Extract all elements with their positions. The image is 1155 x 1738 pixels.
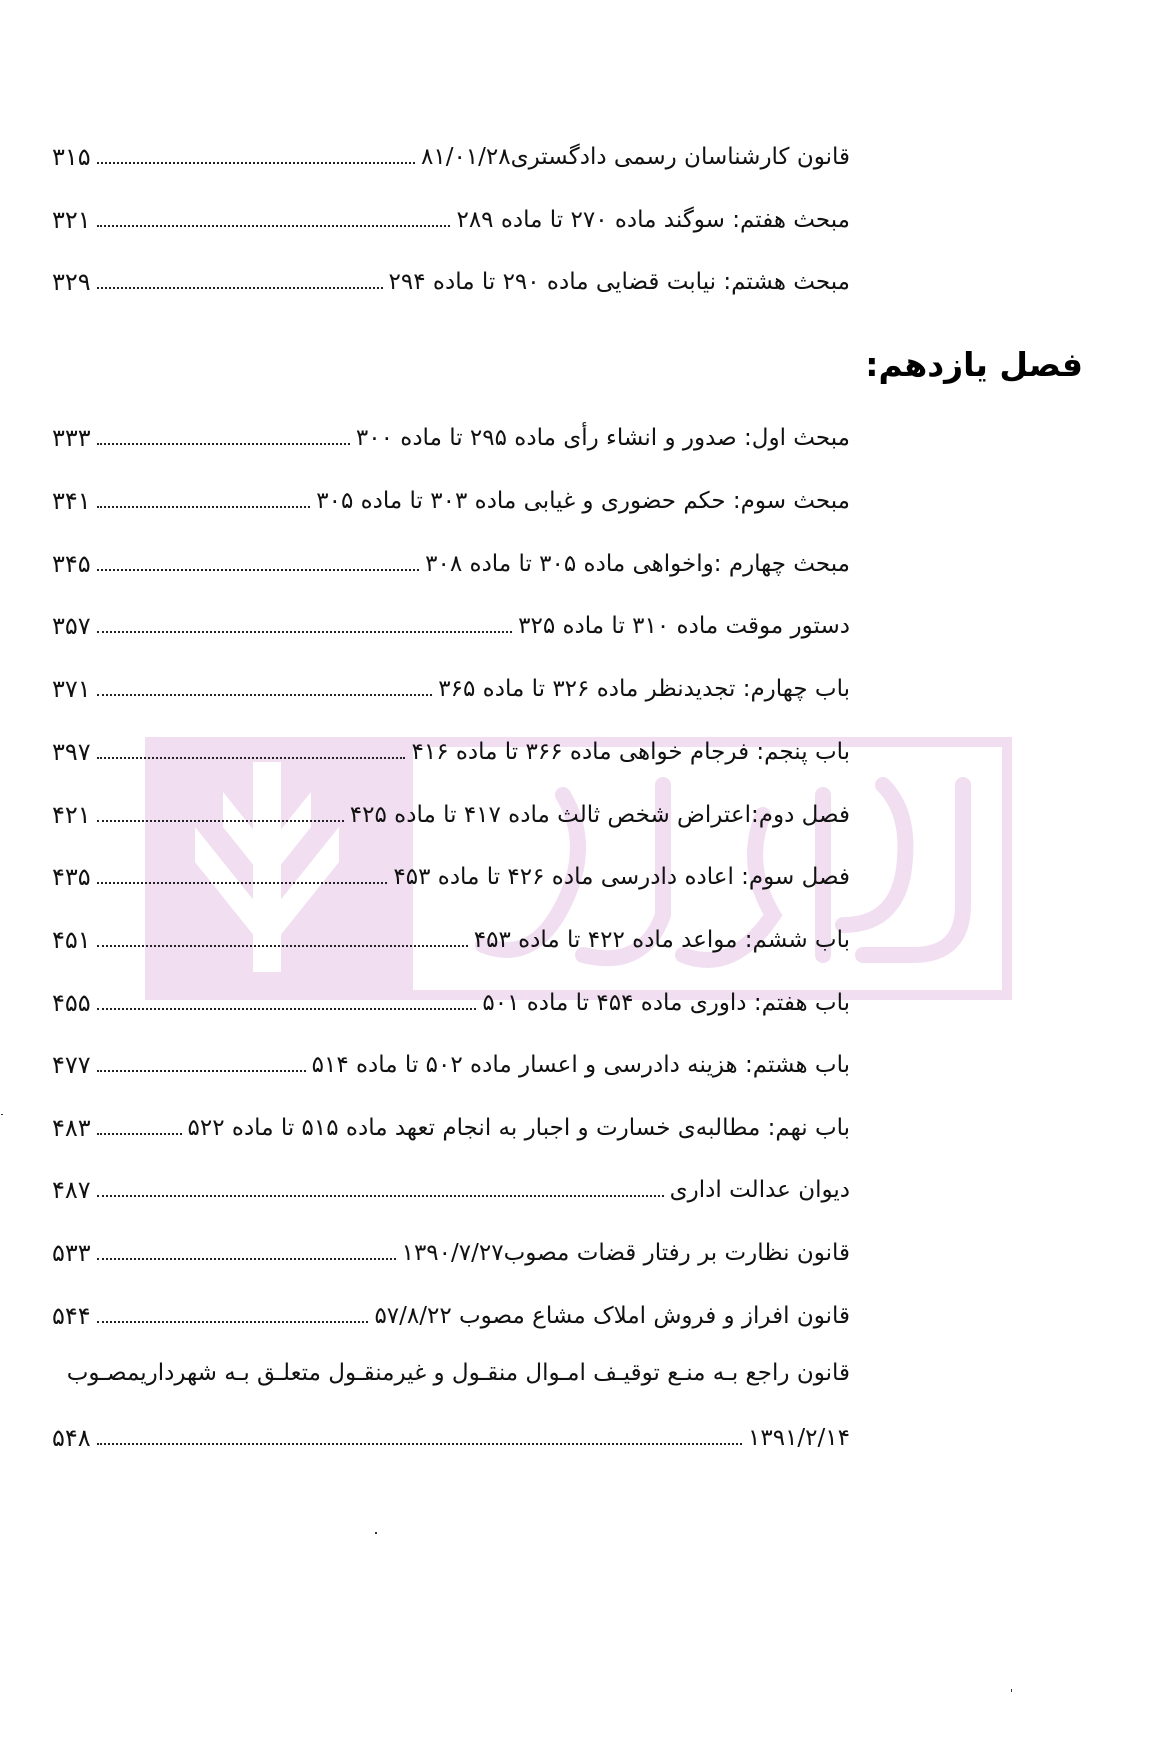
toc-entry[interactable]: [52, 257, 850, 297]
scan-speck: [375, 1532, 377, 1534]
toc-entry-page: ۵۳۳: [52, 1239, 91, 1267]
toc-entry-title: فصل دوم:اعتراض شخص ثالث ماده ۴۱۷ تا ماده ۴۲۵: [349, 802, 850, 828]
toc-entry-title: مبحث سوم: حکم حضوری و غیابی ماده ۳۰۳ تا ماده ۳۰۵: [316, 488, 850, 514]
toc-entry-title: مبحث هفتم: سوگند ماده ۲۷۰ تا ماده ۲۸۹: [456, 207, 850, 233]
chapter-heading: فصل یازدهم:: [865, 345, 1083, 384]
toc-entry-title: قانون نظارت بر رفتار قضات مصوب۱۳۹۰/۷/۲۷: [401, 1240, 850, 1266]
toc-entry[interactable]: [52, 852, 850, 892]
dot-leader: [97, 1070, 306, 1072]
toc-entry-title: فصل سوم: اعاده دادرسی ماده ۴۲۶ تا ماده ۴۵۳: [393, 864, 850, 890]
toc-entry[interactable]: [52, 1040, 850, 1080]
toc-entry-page: ۳۹۷: [52, 738, 91, 766]
toc-entry-title: دیوان عدالت اداری: [669, 1177, 850, 1203]
toc-entry[interactable]: [52, 1228, 850, 1268]
toc-entry-title-line2: ۱۳۹۱/۲/۱۴: [748, 1425, 850, 1451]
dot-leader: [97, 287, 383, 289]
toc-entry[interactable]: [52, 476, 850, 516]
toc-entry-page: ۴۳۵: [52, 863, 91, 891]
toc-entry[interactable]: [52, 601, 850, 641]
dot-leader: [97, 882, 388, 884]
dot-leader: [97, 1443, 742, 1445]
toc-entry-page: ۴۸۷: [52, 1176, 91, 1204]
toc-entry-page: ۳۴۱: [52, 487, 91, 515]
dot-leader: [97, 631, 512, 633]
toc-entry-title: باب چهارم: تجدیدنظر ماده ۳۲۶ تا ماده ۳۶۵: [438, 676, 850, 702]
toc-entry[interactable]: [52, 1291, 850, 1331]
toc-entry[interactable]: [52, 915, 850, 955]
toc-entry-page: ۳۱۵: [52, 143, 91, 171]
toc-entry-page: ۴۵۱: [52, 926, 91, 954]
toc-entry[interactable]: [52, 1103, 850, 1143]
dot-leader: [97, 1195, 664, 1197]
toc-entry-page: ۴۷۷: [52, 1051, 91, 1079]
toc-entry[interactable]: [52, 727, 850, 767]
dot-leader: [97, 225, 451, 227]
toc-entry[interactable]: [52, 1413, 850, 1453]
dot-leader: [97, 1258, 396, 1260]
toc-entry-page: ۳۳۳: [52, 424, 91, 452]
toc-entry[interactable]: [52, 132, 850, 172]
toc-entry-title: مبحث چهارم :واخواهی ماده ۳۰۵ تا ماده ۳۰۸: [425, 551, 850, 577]
toc-entry-page: ۴۲۱: [52, 801, 91, 829]
toc-entry-page: ۵۴۴: [52, 1302, 91, 1330]
toc-entry[interactable]: [52, 664, 850, 704]
toc-entry-title-line1[interactable]: قانون راجع بـه منـع توقیـف امـوال منقـول و غیرمنقـول متعلـق بـه شهرداریمصـوب: [66, 1360, 850, 1386]
dot-leader: [97, 945, 468, 947]
dot-leader: [97, 1321, 369, 1323]
toc-entry-title: دستور موقت ماده ۳۱۰ تا ماده ۳۲۵: [518, 613, 850, 639]
toc-entry-title: باب نهم: مطالبه‌ی خسارت و اجبار به انجام تعهد ماده ۵۱۵ تا ماده ۵۲۲: [187, 1115, 850, 1141]
dot-leader: [97, 757, 406, 759]
toc-entry-title: مبحث هشتم: نیابت قضایی ماده ۲۹۰ تا ماده ۲۹۴: [388, 269, 850, 295]
toc-entry-page: ۳۷۱: [52, 675, 91, 703]
toc-entry-title: قانون افراز و فروش املاک مشاع مصوب ۵۷/۸/۲۲: [374, 1303, 850, 1329]
toc-entry-title: باب پنجم: فرجام خواهی ماده ۳۶۶ تا ماده ۴۱۶: [411, 739, 850, 765]
toc-entry-page: ۴۵۵: [52, 989, 91, 1017]
dot-leader: [97, 569, 419, 571]
toc-entry[interactable]: [52, 1165, 850, 1205]
dot-leader: [97, 1008, 477, 1010]
toc-entry-page: ۳۵۷: [52, 612, 91, 640]
toc-entry-page: ۵۴۸: [52, 1424, 91, 1452]
toc-entry-title: باب هشتم: هزینه دادرسی و اعسار ماده ۵۰۲ تا ماده ۵۱۴: [311, 1052, 850, 1078]
scan-speck: [1, 1114, 3, 1115]
toc-entry-title: باب ششم: مواعد ماده ۴۲۲ تا ماده ۴۵۳: [473, 927, 850, 953]
toc-entry[interactable]: [52, 790, 850, 830]
toc-entry-page: ۳۴۵: [52, 550, 91, 578]
dot-leader: [97, 1133, 182, 1135]
dot-leader: [97, 820, 344, 822]
toc-entry[interactable]: [52, 978, 850, 1018]
toc-entry-title: باب هفتم: داوری ماده ۴۵۴ تا ماده ۵۰۱: [482, 990, 850, 1016]
scan-speck: [1011, 1689, 1012, 1692]
dot-leader: [97, 694, 433, 696]
toc-entry-page: ۳۲۹: [52, 268, 91, 296]
toc-entry-title: قانون کارشناسان رسمی دادگستری۸۱/۰۱/۲۸: [420, 144, 850, 170]
dot-leader: [97, 506, 311, 508]
toc-entry-page: ۳۲۱: [52, 206, 91, 234]
toc-entry[interactable]: [52, 195, 850, 235]
toc-entry-page: ۴۸۳: [52, 1114, 91, 1142]
dot-leader: [97, 443, 350, 445]
toc-entry[interactable]: [52, 539, 850, 579]
dot-leader: [97, 162, 415, 164]
toc-entry-title: مبحث اول: صدور و انشاء رأی ماده ۲۹۵ تا ماده ۳۰۰: [355, 425, 850, 451]
toc-entry[interactable]: [52, 413, 850, 453]
